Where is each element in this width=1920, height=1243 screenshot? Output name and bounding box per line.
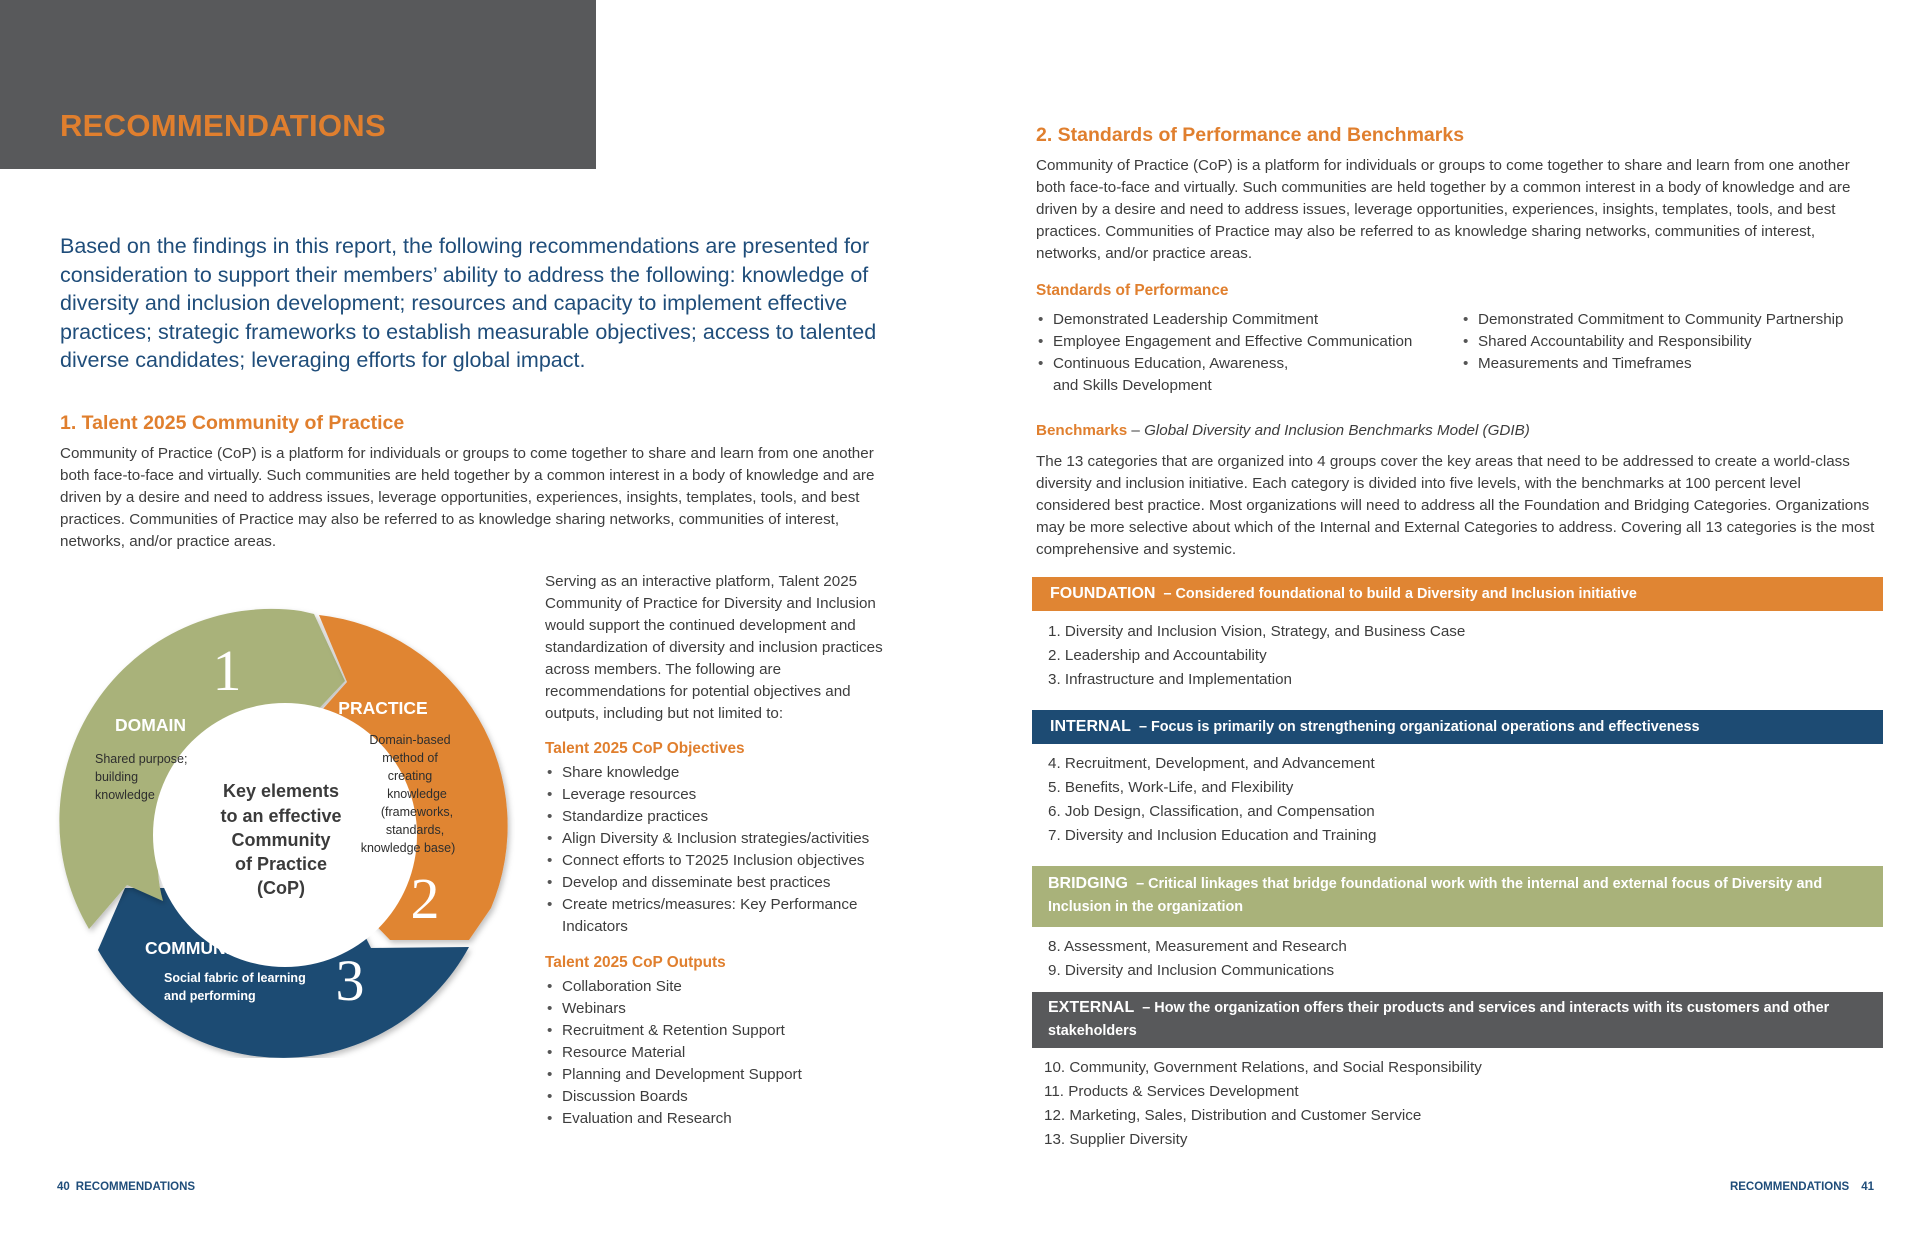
internal-title: INTERNAL bbox=[1050, 718, 1131, 735]
list-item: • Develop and disseminate best practices bbox=[545, 872, 905, 894]
section2-title: 2. Standards of Performance and Benchmarks bbox=[1036, 124, 1465, 146]
list-item: • Planning and Development Support bbox=[545, 1064, 905, 1086]
list-item: 2. Leadership and Accountability bbox=[1048, 647, 1267, 664]
practice-desc-4: knowledge bbox=[387, 787, 447, 801]
external-list bbox=[1044, 1056, 1482, 1152]
objectives-list bbox=[545, 762, 905, 938]
practice-number: 2 bbox=[410, 866, 440, 931]
domain-desc-3: knowledge bbox=[95, 788, 155, 802]
external-title: EXTERNAL bbox=[1048, 999, 1135, 1016]
foundation-band bbox=[1032, 577, 1883, 611]
serving-paragraph: Serving as an interactive platform, Talent 2025 Community of Practice for Diversity and Inclusion would support the continued development and standardization of diversity and inclusion practices across members. The following are recommendations for potential objectives and outputs, including but not limited to: bbox=[545, 573, 883, 722]
internal-band bbox=[1032, 710, 1883, 744]
footer-label: RECOMMENDATIONS bbox=[1729, 1181, 1850, 1193]
intro-paragraph: Based on the findings in this report, the following recommendations are presented for consideration to support their members’ ability to address the following: knowledge of diversity and inclusion development; resources and capacity to implement effective practices; strategic frameworks to establish measurable objectives; access to talented diverse candidates; leveraging efforts for global impact. bbox=[60, 234, 877, 372]
practice-desc-2: method of bbox=[382, 751, 438, 765]
practice-title: PRACTICE bbox=[338, 698, 428, 718]
list-item: • Resource Material bbox=[545, 1042, 905, 1064]
list-item: 3. Infrastructure and Implementation bbox=[1048, 671, 1292, 688]
community-title: COMMUNITY bbox=[145, 938, 253, 958]
list-item: • Share knowledge bbox=[545, 762, 905, 784]
practice-desc-3: creating bbox=[387, 769, 433, 783]
practice-desc-7: knowledge base) bbox=[360, 841, 456, 855]
domain-desc-2: building bbox=[95, 770, 139, 784]
standards-list-left bbox=[1036, 309, 1436, 397]
benchmarks-line bbox=[1036, 422, 1530, 439]
list-item: 7. Diversity and Inclusion Education and Training bbox=[1048, 827, 1377, 844]
practice-desc-1: Domain-based bbox=[369, 733, 451, 747]
foundation-list bbox=[1048, 620, 1465, 692]
list-item: • Continuous Education, Awareness, and Skills Development bbox=[1036, 353, 1303, 397]
community-number: 3 bbox=[335, 948, 365, 1013]
footer-left bbox=[57, 1181, 195, 1193]
bridging-desc: – Critical linkages that bridge foundational work with the internal and external focus of Diversity and Inclusion in the organization bbox=[1048, 876, 1823, 915]
list-item: • Demonstrated Leadership Commitment bbox=[1036, 309, 1436, 331]
list-item: • Webinars bbox=[545, 998, 905, 1020]
list-item: 4. Recruitment, Development, and Advancement bbox=[1048, 755, 1375, 772]
external-desc: – How the organization offers their products and services and interacts with its customers and other stakeholders bbox=[1048, 1000, 1830, 1039]
benchmarks-model: Global Diversity and Inclusion Benchmarks Model (GDIB) bbox=[1144, 422, 1530, 439]
domain-number: 1 bbox=[212, 638, 242, 703]
bridging-title: BRIDGING bbox=[1048, 875, 1128, 892]
list-item: • Collaboration Site bbox=[545, 976, 905, 998]
list-item: • Recruitment & Retention Support bbox=[545, 1020, 905, 1042]
list-item: 10. Community, Government Relations, and Social Responsibility bbox=[1044, 1059, 1482, 1076]
list-item: • Employee Engagement and Effective Communication bbox=[1036, 331, 1436, 353]
practice-desc-5: (frameworks, bbox=[380, 805, 454, 819]
cop-diagram bbox=[55, 598, 515, 1058]
list-item: 9. Diversity and Inclusion Communications bbox=[1048, 962, 1335, 979]
center-line-3: Community bbox=[231, 830, 331, 850]
external-band bbox=[1032, 992, 1883, 1048]
standards-heading: Standards of Performance bbox=[1036, 282, 1229, 299]
footer-right bbox=[1730, 1181, 1874, 1193]
section2-body: Community of Practice (CoP) is a platform for individuals or groups to come together to share and learn from one another both face-to-face and virtually. Such communities are held together by a common interest in a body of knowledge and are driven by a desire and need to address issues, leverage opportunities, experiences, insights, templates, tools, and best practices. Communities of Practice may also be referred to as knowledge sharing networks, communities of interest, networks, and/or practice areas. bbox=[1036, 157, 1851, 262]
list-item: • Shared Accountability and Responsibility bbox=[1461, 331, 1881, 353]
domain-title: DOMAIN bbox=[115, 715, 186, 735]
page-number: 41 bbox=[1861, 1181, 1874, 1193]
list-item: • Measurements and Timeframes bbox=[1461, 353, 1881, 375]
section1-body: Community of Practice (CoP) is a platform for individuals or groups to come together to share and learn from one another both face-to-face and virtually. Such communities are held together by a common interest in a body of knowledge and are driven by a desire and need to address issues, leverage opportunities, experiences, insights, templates, tools, and best practices. Communities of Practice may also be referred to as knowledge sharing networks, communities of interest, networks, and/or practice areas. bbox=[60, 445, 875, 550]
footer-label: RECOMMENDATIONS bbox=[75, 1181, 196, 1193]
benchmarks-body: The 13 categories that are organized into 4 groups cover the key areas that need to be addressed to create a world-class diversity and inclusion initiative. Each category is divided into five levels, with the benchmarks at 100 percent level considered best practice. Most organizations will need to address all the Foundation and Bridging Categories. Organizations may be more selective about which of the Internal and External Categories to address. Covering all 13 categories is the most comprehensive and systemic. bbox=[1036, 453, 1875, 558]
list-item: 13. Supplier Diversity bbox=[1044, 1131, 1188, 1148]
list-item: • Standardize practices bbox=[545, 806, 905, 828]
standards-list-right bbox=[1461, 309, 1881, 375]
list-item: 1. Diversity and Inclusion Vision, Strategy, and Business Case bbox=[1048, 623, 1466, 640]
list-item: • Evaluation and Research bbox=[545, 1108, 905, 1130]
center-line-4: of Practice bbox=[234, 854, 328, 874]
page-heading: RECOMMENDATIONS bbox=[60, 108, 386, 143]
list-item: • Leverage resources bbox=[545, 784, 905, 806]
list-item: 11. Products & Services Development bbox=[1044, 1083, 1299, 1100]
list-item: • Connect efforts to T2025 Inclusion objectives bbox=[545, 850, 905, 872]
page-number: 40 bbox=[57, 1181, 70, 1193]
list-item: 8. Assessment, Measurement and Research bbox=[1048, 938, 1347, 955]
benchmarks-label: Benchmarks bbox=[1036, 422, 1128, 439]
foundation-title: FOUNDATION bbox=[1050, 585, 1156, 602]
objectives-heading: Talent 2025 CoP Objectives bbox=[545, 740, 745, 757]
list-item: 5. Benefits, Work-Life, and Flexibility bbox=[1048, 779, 1294, 796]
list-item: 6. Job Design, Classification, and Compensation bbox=[1048, 803, 1375, 820]
internal-list bbox=[1048, 752, 1376, 848]
bridging-band bbox=[1032, 866, 1883, 927]
outputs-heading: Talent 2025 CoP Outputs bbox=[545, 954, 726, 971]
center-line-5: (CoP) bbox=[257, 878, 305, 898]
list-item: 12. Marketing, Sales, Distribution and Customer Service bbox=[1044, 1107, 1422, 1124]
benchmarks-dash: – bbox=[1127, 422, 1145, 439]
center-line-2: to an effective bbox=[220, 806, 342, 826]
community-desc-2: and performing bbox=[164, 989, 256, 1003]
list-item: • Demonstrated Commitment to Community Partnership bbox=[1461, 309, 1881, 331]
list-item: • Discussion Boards bbox=[545, 1086, 905, 1108]
foundation-desc: – Considered foundational to build a Diversity and Inclusion initiative bbox=[1163, 586, 1637, 602]
list-item: • Create metrics/measures: Key Performance Indicators bbox=[545, 894, 862, 938]
outputs-list bbox=[545, 976, 905, 1130]
internal-desc: – Focus is primarily on strengthening organizational operations and effectiveness bbox=[1138, 719, 1700, 735]
bridging-list bbox=[1048, 935, 1347, 983]
center-line-1: Key elements bbox=[222, 781, 340, 801]
list-item: • Align Diversity & Inclusion strategies/activities bbox=[545, 828, 905, 850]
section1-title: 1. Talent 2025 Community of Practice bbox=[60, 412, 405, 434]
community-desc-1: Social fabric of learning bbox=[164, 971, 306, 985]
practice-desc-6: standards, bbox=[385, 823, 445, 837]
domain-desc-1: Shared purpose; bbox=[95, 752, 188, 766]
